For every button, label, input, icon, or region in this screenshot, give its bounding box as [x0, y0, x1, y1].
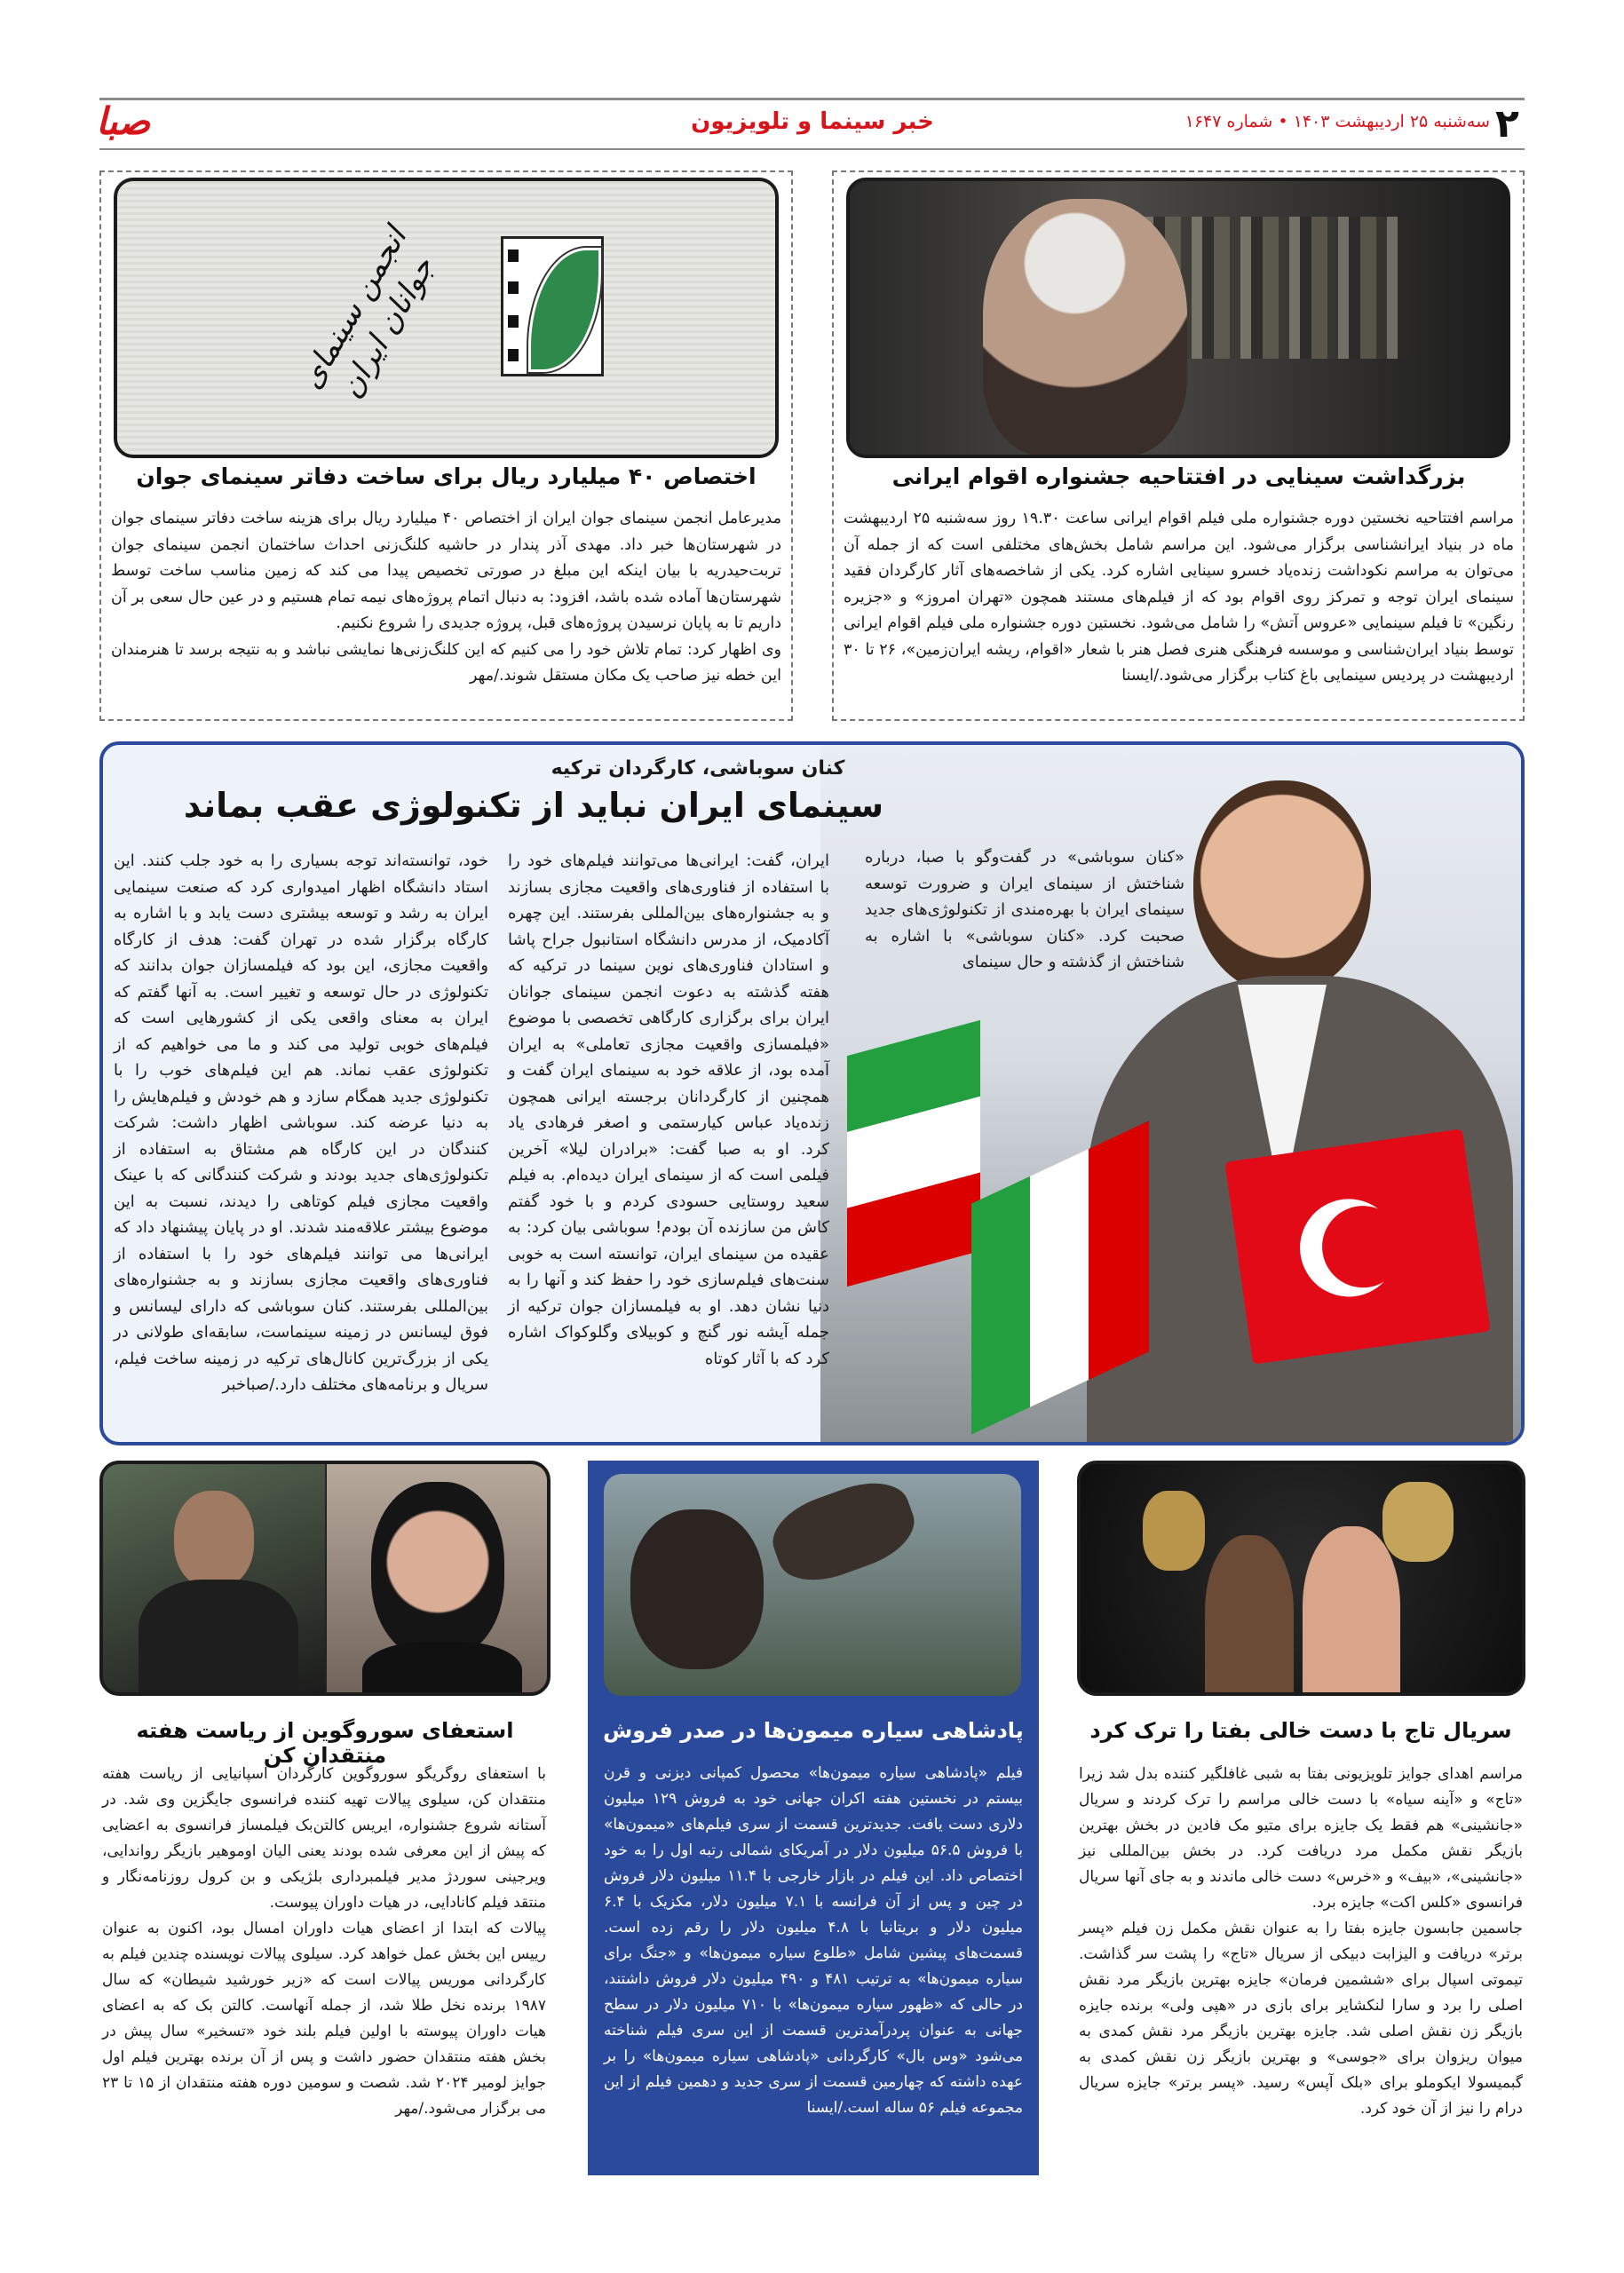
photo-planet-of-apes — [604, 1474, 1021, 1696]
interview-box — [99, 741, 1525, 1445]
photo-cannes-jury — [99, 1461, 551, 1696]
ape-arm — [763, 1474, 923, 1594]
story-anjoman-body — [111, 506, 781, 690]
issue-date: سه‌شنبه ۲۵ اردیبهشت ۱۴۰۳ • شماره ۱۶۴۷ — [1184, 112, 1490, 131]
winner-1 — [1205, 1535, 1294, 1696]
story-bafta-title: سریال تاج با دست خالی بفتا را ترک کرد — [1089, 1718, 1512, 1743]
story-cannes-body — [102, 1762, 546, 2122]
newspaper-logo: صبا — [96, 99, 151, 143]
interview-column-3: خود، توانسته‌اند توجه بسیاری را به خود جلب کنند. این استاد دانشگاه اظهار امیدواری کرد که صنعت سینمایی ایران به رشد و توسعه بیشتری دست یابد و با اشاره به کارگاه برگزار شده در تهران گفت: هدف از کارگاه واقعیت مجازی، این بود که فیلمسازان جوان بدانند که تکنولوژی در حال توسعه و تغییر است. به آنها گفتم که ایران به معنای واقعی یکی از کشورهایی است که فیلم‌های خوبی تولید می کند و ما می خواهیم که از تکنولوژی عقب نماند. هم این فیلم‌های خوب را با تکنولوژی جدید همگام سازد و هم خودش و فیلم‌هایش را به دنیا عرضه کند. سوباشی اظهار داشت: شرکت کنندگان در این کارگاه هم مشتاق به استفاده از تکنولوژی‌های جدید بودند و شرکت کنندگانی که با عینک واقعیت مجازی فیلم کوتاهی را دیدند، نسبت به این موضوع بیشتر علاقه‌مند شدند. او در پایان پیشنهاد داد که ایرانی‌ها می توانند فیلم‌های خود را با استفاده از فناوری‌های واقعیت مجازی بسازند و به جشنواره‌های بین‌المللی بفرستند. کنان سوباشی که دارای لیسانس و فوق لیسانس در زمینه سینماست، سابقه‌ای طولانی در یکی از بزرگ‌ترین کانال‌های ترکیه در زمینه ساخت فیلم، سریال و برنامه‌های مختلف دارد./صباخبر — [114, 851, 488, 1394]
winner-2 — [1303, 1526, 1400, 1696]
interview-column-2: ایران، گفت: ایرانی‌ها می‌توانند فیلم‌های خود را با استفاده از فناوری‌های واقعیت مجازی بسازند و به جشنواره‌های بین‌المللی بفرستند. این چهره آکادمیک، از مدرس دانشگاه استانبول جراح پاشا و استادان فناوری‌های نوین سینما در ترکیه که هفته گذشته به دعوت انجمن سینمای جوانان ایران برای برگزاری کارگاهی تخصصی با موضوع «فیلمسازی واقعیت مجازی تعاملی» به ایران آمده بود، از علاقه خود به سینمای ایران گفت و همچنین از کارگردانان برجسته ایرانی همچون زنده‌یاد عباس کیارستمی و اصغر فرهادی یاد کرد. او به صبا گفت: «برادران لیلا» آخرین فیلمی است که از سینمای ایران دیده‌ام. به فیلم سعید روستایی حسودی کردم و با خود گفتم کاش من سازنده آن بودم! سوباشی بیان کرد: به عقیده من سینمای ایران، توانسته است به خوبی سنت‌های فیلم‌سازی خود را حفظ کند و آنها را به دنیا نشان دهد. او به فیلمسازان جوان ترکیه از جمله آیشه نور گنچ و کوبیلای وگلوکواک اشاره کرد که با آثار کوتاه — [508, 851, 829, 1368]
anjoman-logo-image — [114, 178, 779, 458]
section-title: خبر سینما و تلویزیون — [691, 108, 934, 135]
ape-figure — [630, 1509, 764, 1669]
story-cannes-paragraph: پیالات که ابتدا از اعضای هیات داوران امسال بود، اکنون به عنوان رییس این بخش عمل خواهد کرد. سیلوی پیالات نویسنده چندین فیلم به کارگردانی موریس پیالات است که «زیر خورشید شیطان» که سال ۱۹۸۷ برنده نخل طلا شد، از جمله آنهاست. کالتن بک که به اعضای هیات داوران پیوسته با اولین فیلم بلند خود «تسخیر» سال پیش در بخش هفته منتقدان حضور داشت و پس از آن برنده بهترین فیلم اول جوایز لومیر ۲۰۲۴ شد. شصت و سومین دوره هفته منتقدان از ۱۵ تا ۲۳ می برگزار می‌شود./مهر — [102, 1920, 547, 2118]
story-anjoman-paragraph: وی اظهار کرد: تمام تلاش خود را می کنیم که این کلنگ‌زنی‌ها نمایشی نباشد و به نتیجه برسد تا هنرمندان این خطه نیز صاحب یک مکان مستقل شوند./مهر — [111, 640, 781, 685]
header-bottom-rule — [99, 148, 1525, 150]
story-bafta-paragraph: جاسمین جابسون جایزه بفتا را به عنوان نقش مکمل زن فیلم «پسر برتر» دریافت و الیزابت دبیکی از سریال «تاج» را پشت سر گذاشت. تیموتی اسپال برای «ششمین فرمان» جایزه بهترین بازیگر مرد نقش اصلی را برد و سارا لنکشایر برای بازی در «هپی ولی» برنده جایزه بازیگر زن نقش اصلی شد. جایزه بهترین بازیگر مرد نقش کمدی به میوان ریزوان برای «جوسی» و بهترین بازیگر زن نقش کمدی به گبمیسولا ایکوملو برای «بلک آپس» رسید. «پسر برتر» جایزه سریال درام را نیز از آن خود کرد. — [1079, 1920, 1523, 2118]
story-cannes-title: استعفای سوروگوین از ریاست هفته منتقدان کن — [136, 1718, 514, 1768]
story-sinai-body: مراسم افتتاحیه نخستین دوره جشنواره ملی فیلم اقوام ایرانی ساعت ۱۹.۳۰ روز سه‌شنبه ۲۵ اردیبهشت ماه در بنیاد ایرانشناسی برگزار می‌شود. این مراسم شامل بخش‌های مختلفی است که از جمله آن می‌توان به مراسم نکوداشت زنده‌یاد خسرو سینایی اشاره کرد. یکی از شاخصه‌های آثار کارگردان فقید سینمای ایران توجه و تمرکز روی اقوام بود که از فیلم‌های مستند همچون «تهران امروز» و «جزیره رنگین» تا فیلم سینمایی «عروس آتش» را شامل می‌شود. نخستین دوره جشنواره ملی فیلم اقوام ایرانی توسط بنیاد ایران‌شناسی و موسسه فرهنگی هنری فصل هنر با شعار «اقوام، ریشه ایران‌زمین»، ۲۶ تا ۳۰ اردیبهشت در پردیس سینمایی باغ کتاب برگزار می‌شود./ایسنا — [844, 510, 1515, 685]
story-bafta-paragraph: مراسم اهدای جوایز تلویزیونی بفتا به شبی غافلگیر کننده بدل شد زیرا «تاج» و «آینه سیاه» با دست خالی مراسم را ترک کردند و سریال «جانشینی» هم فقط یک جایزه برای متیو مک فادین در بخش بهترین بازیگر نقش مکمل مرد دریافت کرد. در بخش بین‌المللی نیز «جانشینی»، «بیف» و «خرس» دست خالی ماندند و به جای آنها سریال فرانسوی «کلس اکت» جایزه برد. — [1079, 1765, 1523, 1912]
interview-kicker: کنان سوباشی، کارگردان ترکیه — [551, 757, 845, 780]
photo-sorogoyen — [103, 1464, 325, 1696]
film-strip-icon — [501, 236, 604, 376]
photo-sylvie-pialat — [327, 1464, 551, 1696]
story-apes — [588, 1461, 1039, 2175]
flag-turkey — [1224, 1129, 1490, 1364]
story-apes-title: پادشاهی سیاره میمون‌ها در صدر فروش — [603, 1718, 1024, 1743]
portrait-figure — [983, 199, 1187, 456]
bafta-mask-icon — [1382, 1482, 1454, 1562]
interview-intro: «کنان سوباشی» در گفت‌وگو با صبا، درباره شناختش از سینمای ایران و ضرورت توسعه سینمای ایران با بهره‌مندی از تکنولوژی‌های جدید صحبت کرد. «کنان سوباشی» با اشاره به شناختش از گذشته و حال سینمای — [865, 848, 1184, 971]
flag-iran-1 — [847, 1020, 980, 1287]
story-cannes-paragraph: با استعفای روگریگو سوروگوین کارگردان اسپانیایی از ریاست هفته منتقدان کن، سیلوی پیالات تهیه کننده فرانسوی جایگزین وی شد. در آستانه شروع جشنواره، ایریس کالتن‌بک فیلمساز فرانسوی به اعضایی که پیش از این معرفی شده بودند یعنی الیان اوموهیر بازیگر رواندایی، ویرجینی سوردژ مدیر فیلمبرداری بلژیکی و بن کرول روزنامه‌نگار و منتقد فیلم کانادایی، در هیات داوران پیوست. — [102, 1765, 546, 1912]
bafta-mask-icon — [1143, 1491, 1205, 1571]
story-anjoman-paragraph: مدیرعامل انجمن سینمای جوان ایران از اختصاص ۴۰ میلیارد ریال برای هزینه ساخت دفاتر سینمای جوان در شهرستان‌ها خبر داد. مهدی آذر پندار در حاشیه کلنگ‌زنی احداث ساختمان انجمن سینمای جوان تربت‌حیدریه با بیان اینکه این مبلغ در صورتی تخصیص پیدا می کند که زمین مناسب ساخت توسط شهرستان‌ها آماده شده باشد، افزود: به دنبال اتمام پروژه‌های نیمه تمام هستیم و در عین حال سعی بر آن داریم تا به پایان نرسیدن پروژه‌های قبل، پروژه جدیدی را شروع نکنیم. — [111, 510, 781, 632]
story-sinai-title: بزرگداشت سینایی در افتتاحیه جشنواره اقوام ایرانی — [891, 463, 1466, 489]
photo-bafta-winners — [1077, 1461, 1525, 1696]
face — [1193, 780, 1371, 994]
page-number: ۲ — [1495, 101, 1519, 147]
photo-khosrow-sinai — [846, 178, 1510, 458]
anjoman-logo-text: انجمن سینمای جوانان ایران — [292, 221, 442, 405]
story-anjoman-title: اختصاص ۴۰ میلیارد ریال برای ساخت دفاتر سینمای جوان — [136, 463, 757, 489]
leaf-icon — [528, 248, 601, 372]
header-top-rule — [99, 98, 1525, 100]
story-apes-body: فیلم «پادشاهی سیاره میمون‌ها» محصول کمپانی دیزنی و قرن بیستم در نخستین هفته اکران جهانی خود به فروش ۱۲۹ میلیون دلاری دست یافت. جدیدترین قسمت از سری فیلم‌های «میمون‌ها» با فروش ۵۶.۵ میلیون دلار در آمریکای شمالی رتبه اول را به خود اختصاص داد. این فیلم در بازار خارجی با ۱۱.۴ میلیون دلار فروش در چین و پس از آن فرانسه با ۷.۱ میلیون دلار، مکزیک با ۶.۴ میلیون دلار و بریتانیا با ۴.۸ میلیون دلار را رقم زده است. قسمت‌های پیشین شامل «طلوع سیاره میمون‌ها» و «جنگ برای سیاره میمون‌ها» به ترتیب ۴۸۱ و ۴۹۰ میلیون دلار فروش داشتند، در حالی که «ظهور سیاره میمون‌ها» با ۷۱۰ میلیون دلار در سطح جهانی به عنوان پردرآمدترین قسمت از این سری فیلم شناخته می‌شود «وس بال» کارگردانی «پادشاهی سیاره میمون‌ها» را بر عهده داشته که چهارمین قسمت از سری جدید و دهمین فیلم از این مجموعه فیلم ۵۶ ساله است./ایسنا — [604, 1764, 1024, 2117]
story-bafta-body — [1079, 1762, 1523, 2122]
interview-title: سینمای ایران نباید از تکنولوژی عقب بماند — [183, 786, 884, 825]
